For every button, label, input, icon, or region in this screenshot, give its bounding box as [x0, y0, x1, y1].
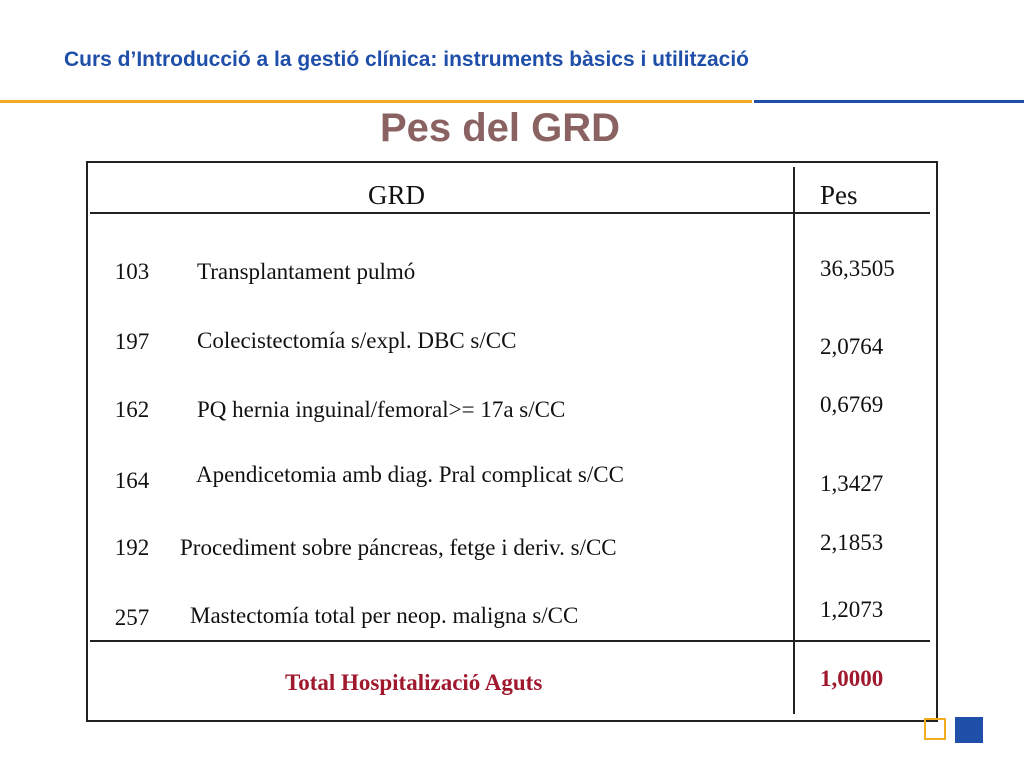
grd-description: PQ hernia inguinal/femoral>= 17a s/CC [197, 397, 566, 422]
grd-code: 197 [114, 329, 150, 354]
decor-square-filled-icon [955, 717, 983, 743]
grd-weight: 36,3505 [820, 256, 895, 281]
total-separator-right [795, 640, 930, 642]
grd-description: Procediment sobre páncreas, fetge i deriv. s/CC [180, 535, 617, 560]
grd-code: 103 [114, 259, 150, 284]
header-rule-orange [0, 100, 752, 103]
grd-code: 192 [114, 535, 150, 560]
total-label: Total Hospitalizació Aguts [285, 670, 543, 695]
column-header-pes: Pes [820, 180, 858, 210]
column-header-grd: GRD [368, 180, 426, 210]
grd-code: 257 [114, 605, 150, 630]
grd-weight: 1,2073 [820, 597, 884, 622]
header-underline-left [90, 212, 794, 214]
column-divider [793, 167, 795, 714]
header-rule-blue [754, 100, 1024, 103]
total-separator-left [90, 640, 794, 642]
grd-code: 162 [114, 397, 150, 422]
grd-weight: 0,6769 [820, 392, 884, 417]
header-title: Curs d’Introducció a la gestió clínica: instruments bàsics i utilització [64, 48, 749, 71]
header-underline-right [795, 212, 930, 214]
grd-description: Apendicetomia amb diag. Pral complicat s/CC [196, 462, 624, 487]
decor-square-outline-icon [924, 718, 946, 740]
slide-title: Pes del GRD [379, 106, 621, 150]
grd-weight: 2,0764 [820, 334, 884, 359]
grd-description: Mastectomía total per neop. maligna s/CC [190, 603, 579, 628]
total-weight: 1,0000 [820, 666, 884, 691]
table-border [86, 161, 938, 722]
grd-description: Colecistectomía s/expl. DBC s/CC [197, 328, 517, 353]
grd-code: 164 [114, 468, 150, 493]
grd-weight: 1,3427 [820, 471, 884, 496]
grd-description: Transplantament pulmó [197, 259, 416, 284]
grd-weight: 2,1853 [820, 530, 884, 555]
